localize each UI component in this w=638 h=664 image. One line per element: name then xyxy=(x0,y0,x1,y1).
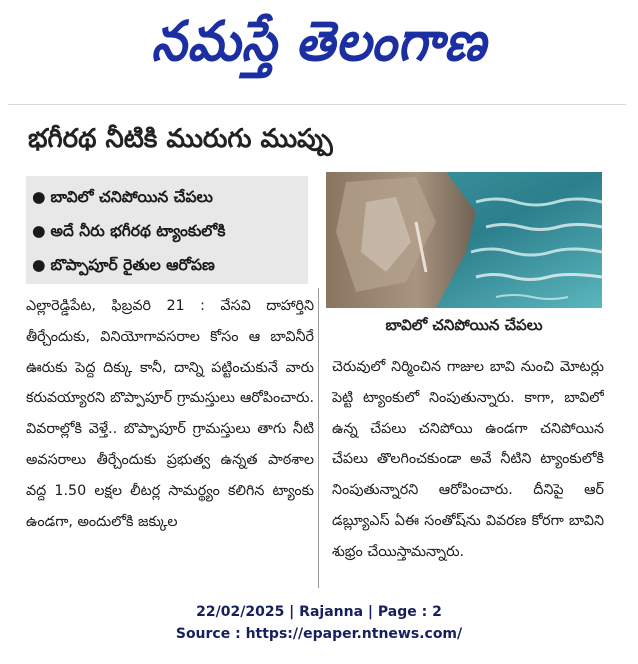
article-body-left-column: ఎల్లారెడ్డిపేట, ఫిబ్రవరి 21 : వేసవి దాహార్తిని తీర్చేందుకు, వినియోగావసరాల కోసం ఆ బావినీరే ఊరుకు పెద్ద దిక్కు కానీ, దాన్ని పట్టించుకునే వారు కరువయ్యారని బొప్పాపూర్‌ గ్రామస్తులు ఆరోపించారు. వివరాల్లోకి వెళ్తే.. బొప్పాపూర్‌ గ్రామస్తులు తాగు నీటి అవసరాలు తీర్చేందుకు ప్రభుత్వ ఉన్నత పాఠశాల వద్ద 1.50 లక్షల లీటర్ల సామర్థ్యం కలిగిన ట్యాంకు ఉండగా, అందులోకి జక్కుల xyxy=(26,298,314,530)
highlights-box xyxy=(26,176,308,284)
highlight-item xyxy=(32,180,308,214)
footer-edition-info: 22/02/2025 | Rajanna | Page : 2 xyxy=(196,604,442,620)
article-body-right-column: చెరువులో నిర్మించిన గాజుల బావి నుంచి మోటర్లు పెట్టి ట్యాంకులో నింపుతున్నారు. కాగా, బావిలో ఉన్న చేపలు చనిపోయి ఉండగా చనిపోయిన చేపలు తొలగించకుండా అవే నీటిని ట్యాంకులోకి నింపుతున్నారని ఆరోపించారు. దీనిపై ఆర్‌ డబ్ల్యూఎస్‌ ఏఈ సంతోష్‌ను వివరణ కోరగా బావిని శుభ్రం చేయిస్తామన్నారు. xyxy=(332,359,604,560)
footer-source: Source : https://epaper.ntnews.com/ xyxy=(175,626,463,642)
bullet-icon: ● xyxy=(32,188,46,206)
highlight-item xyxy=(32,248,308,282)
masthead xyxy=(0,0,638,96)
well-water-photo-illustration xyxy=(326,172,602,308)
highlight-text: అదే నీరు భగీరథ ట్యాంకులోకి xyxy=(50,222,226,240)
bullet-icon: ● xyxy=(32,222,46,240)
highlight-item xyxy=(32,214,308,248)
highlight-text: బావిలో చనిపోయిన చేపలు xyxy=(50,188,213,206)
masthead-divider xyxy=(8,104,626,105)
article-headline: భగీరథ నీటికి మురుగు ముప్పు xyxy=(28,124,333,154)
highlight-text: బొప్పాపూర్‌ రైతుల ఆరోపణ xyxy=(50,256,215,274)
bullet-icon: ● xyxy=(32,256,46,274)
photo-caption: బావిలో చనిపోయిన చేపలు xyxy=(385,316,543,334)
column-divider xyxy=(318,288,319,588)
newspaper-logo: నమస్తే తెలంగాణ xyxy=(151,8,487,73)
article-photo xyxy=(326,172,602,308)
